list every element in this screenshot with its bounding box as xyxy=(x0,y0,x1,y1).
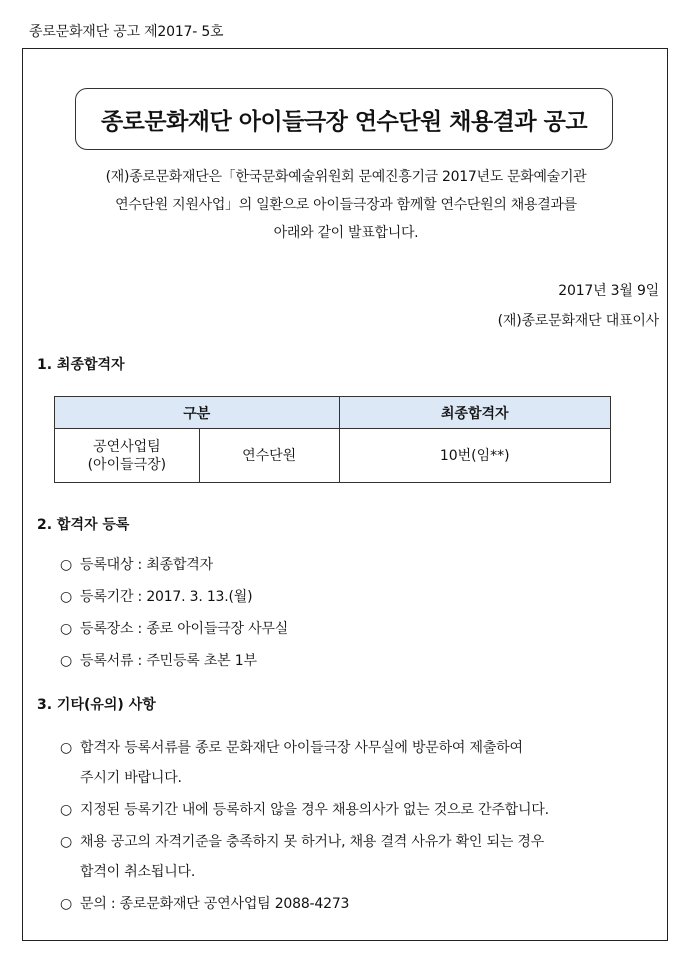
header-category: 구분 xyxy=(55,397,340,429)
results-table xyxy=(54,396,611,483)
team-name: 공연사업팀 xyxy=(93,438,161,455)
bullet-circle-icon: ○ xyxy=(60,896,73,912)
registration-target: 등록대상 : 최종합격자 xyxy=(80,557,213,573)
section-2-heading: 2. 합격자 등록 xyxy=(37,517,130,533)
bullet-circle-icon: ○ xyxy=(60,834,73,850)
section-1-heading: 1. 최종합격자 xyxy=(37,357,125,373)
list-item xyxy=(60,737,523,757)
registration-documents: 등록서류 : 주민등록 초본 1부 xyxy=(80,653,257,669)
registration-period: 등록기간 : 2017. 3. 13.(월) xyxy=(80,589,253,605)
bullet-circle-icon: ○ xyxy=(60,740,73,756)
team-venue: (아이들극장) xyxy=(87,456,167,473)
list-item xyxy=(60,618,288,638)
cell-team xyxy=(55,429,200,483)
bullet-circle-icon: ○ xyxy=(60,621,73,637)
intro-paragraph xyxy=(33,163,659,247)
note-3-line-1: 채용 공고의 자격기준을 충족하지 못 하거나, 채용 결격 사유가 확인 되는 경우 xyxy=(80,834,545,850)
list-item xyxy=(60,799,549,819)
list-item xyxy=(60,831,544,851)
note-2: 지정된 등록기간 내에 등록하지 않을 경우 채용의사가 없는 것으로 간주합니다. xyxy=(80,802,549,818)
bullet-circle-icon: ○ xyxy=(60,802,73,818)
list-item xyxy=(60,650,257,670)
bullet-circle-icon: ○ xyxy=(60,653,73,669)
bullet-circle-icon: ○ xyxy=(60,589,73,605)
document-number: 종로문화재단 공고 제2017- 5호 xyxy=(29,24,224,40)
signer: (재)종로문화재단 대표이사 xyxy=(497,313,659,329)
cell-position: 연수단원 xyxy=(199,429,339,483)
bullet-circle-icon: ○ xyxy=(60,557,73,573)
table-header-row xyxy=(55,397,611,429)
list-item xyxy=(60,586,252,606)
header-final-candidate: 최종합격자 xyxy=(339,397,611,429)
cell-result: 10번(임**) xyxy=(339,429,611,483)
note-1-line-2: 주시기 바랍니다. xyxy=(80,770,182,786)
registration-place: 등록장소 : 종로 아이들극장 사무실 xyxy=(80,621,289,637)
note-1-line-1: 합격자 등록서류를 종로 문화재단 아이들극장 사무실에 방문하여 제출하여 xyxy=(80,740,523,756)
table-row xyxy=(55,429,611,483)
intro-line-1: (재)종로문화재단은「한국문화예술위원회 문예진흥기금 2017년도 문화예술기관 xyxy=(105,169,587,185)
announcement-date: 2017년 3월 9일 xyxy=(558,283,659,299)
list-item xyxy=(60,554,213,574)
note-3-line-2: 합격이 취소됩니다. xyxy=(80,864,196,880)
contact-info: 문의 : 종로문화재단 공연사업팀 2088-4273 xyxy=(80,896,350,912)
section-3-heading: 3. 기타(유의) 사항 xyxy=(37,697,156,713)
intro-line-2: 연수단원 지원사업」의 일환으로 아이들극장과 함께할 연수단원의 채용결과를 xyxy=(115,197,577,213)
notice-title: 종로문화재단 아이들극장 연수단원 채용결과 공고 xyxy=(75,88,613,150)
list-item xyxy=(60,893,349,913)
intro-line-3: 아래와 같이 발표합니다. xyxy=(273,225,419,241)
notice-frame xyxy=(22,48,668,941)
